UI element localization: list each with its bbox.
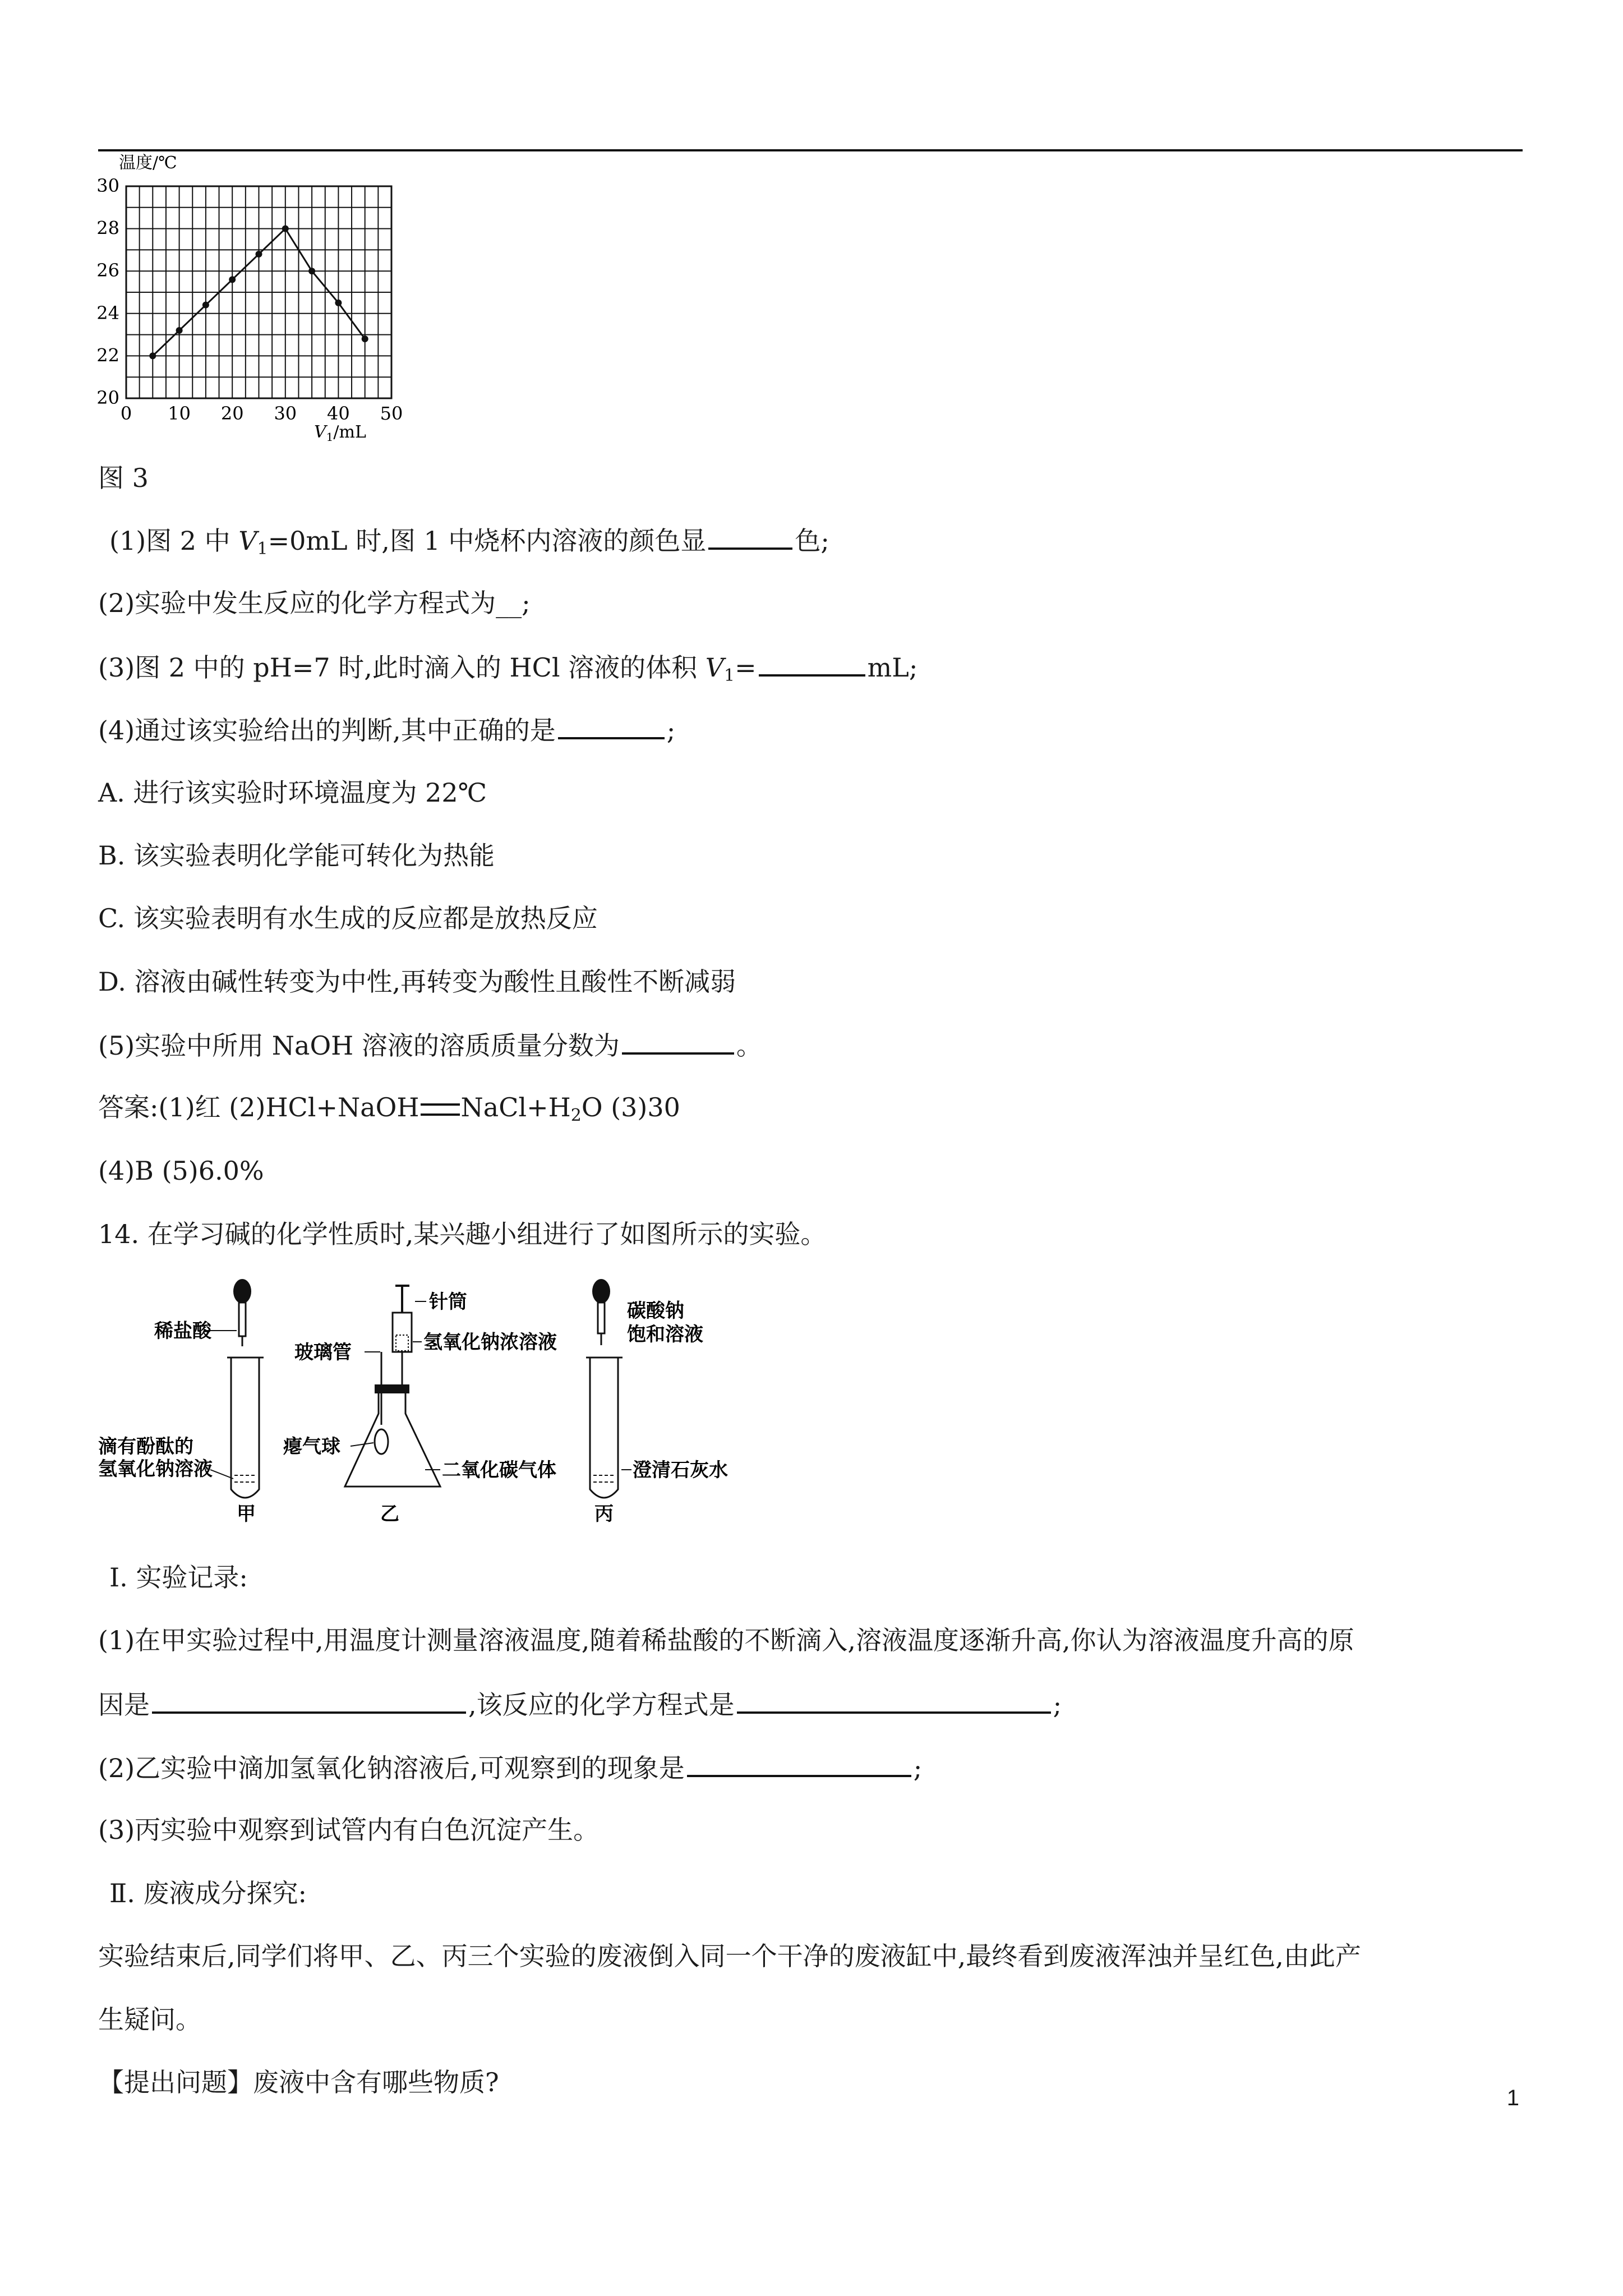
y-tick-label: 22: [96, 344, 119, 366]
q14-title: 14. 在学习碱的化学性质时,某兴趣小组进行了如图所示的实验。: [98, 1219, 827, 1249]
section-1-heading: Ⅰ. 实验记录:: [109, 1562, 248, 1593]
answer-blank: [687, 1750, 911, 1777]
q13-part2: (2)实验中发生反应的化学方程式为__;: [98, 588, 531, 618]
chart-y-ticks: [96, 175, 119, 408]
data-point: [149, 352, 156, 359]
data-point: [282, 226, 289, 232]
label-phenol-2: 氢氧化钠溶液: [98, 1458, 213, 1480]
paragraph-line1: 实验结束后,同学们将甲、乙、丙三个实验的废液倒入同一个干净的废液缸中,最终看到废液浑浊并呈红色,由此产: [98, 1941, 1361, 1971]
temperature-chart: [84, 151, 421, 454]
x-tick-label: 30: [274, 403, 297, 424]
equals-sign: [421, 1103, 460, 1116]
label-naoh-conc: 氢氧化钠浓溶液: [423, 1331, 557, 1354]
x-tick-label: 40: [327, 403, 350, 424]
label-syringe: 针筒: [429, 1291, 467, 1313]
paragraph-line2: 生疑问。: [98, 2004, 201, 2035]
chart-grid: [126, 186, 391, 398]
y-tick-label: 24: [96, 302, 119, 324]
dropper-bing: [592, 1279, 610, 1345]
q14-s1-line2: 因是 ,该反应的化学方程式是 ;: [98, 1687, 1062, 1722]
x-tick-label: 10: [168, 403, 191, 424]
label-yi: 乙: [380, 1503, 399, 1525]
data-point: [229, 276, 236, 283]
answer-blank: [737, 1687, 1051, 1714]
flask-yi: [345, 1384, 440, 1487]
answer-blank: [152, 1687, 466, 1714]
answer-blank: [708, 523, 792, 550]
q14-s3: (3)丙实验中观察到试管内有白色沉淀产生。: [98, 1815, 600, 1845]
apparatus-figure: [90, 1279, 785, 1526]
answer-blank: [622, 1028, 734, 1055]
label-glass-tube: 玻璃管: [294, 1341, 352, 1364]
syringe-yi: [381, 1286, 412, 1425]
data-point: [308, 268, 315, 274]
label-jia: 甲: [237, 1503, 256, 1525]
label-limewater: 澄清石灰水: [633, 1459, 728, 1481]
section-2-heading: Ⅱ. 废液成分探究:: [109, 1878, 307, 1908]
q13-part4: (4)通过该实验给出的判断,其中正确的是 ;: [98, 712, 675, 747]
test-tube-bing: [586, 1358, 623, 1498]
y-tick-label: 20: [96, 387, 119, 408]
page-number: 1: [1506, 2086, 1519, 2110]
label-co2: 二氧化碳气体: [442, 1459, 556, 1481]
label-balloon: 瘪气球: [283, 1435, 340, 1458]
answer-blank: [558, 712, 665, 739]
q14-s1-line1: (1)在甲实验过程中,用温度计测量溶液温度,随着稀盐酸的不断滴入,溶液温度逐渐升高,你认为溶液温度升高的原: [98, 1625, 1354, 1655]
chart-xlabel: $V_1/mL$: [314, 422, 366, 444]
option-a: A. 进行该实验时环境温度为 22℃: [98, 777, 487, 808]
dropper-jia: [233, 1279, 251, 1346]
q13-part1: (1)图 2 中 $V_1=0mL$ 时,图 1 中烧杯内溶液的颜色显 色;: [109, 523, 829, 566]
x-tick-label: 50: [380, 403, 403, 424]
x-tick-label: 0: [120, 403, 132, 424]
data-point: [335, 300, 342, 306]
label-na2co3-1: 碳酸钠: [627, 1300, 684, 1322]
x-tick-label: 20: [220, 403, 244, 424]
answer-line-2: (4)B (5)6.0%: [98, 1156, 264, 1186]
data-point: [362, 335, 368, 342]
y-tick-label: 30: [96, 175, 119, 196]
q14-s2: (2)乙实验中滴加氢氧化钠溶液后,可观察到的现象是 ;: [98, 1750, 922, 1785]
data-point: [202, 302, 209, 309]
test-tube-jia: [227, 1358, 264, 1498]
q13-part5: (5)实验中所用 NaOH 溶液的溶质质量分数为 。: [98, 1028, 762, 1062]
label-dilute-hcl: 稀盐酸: [154, 1320, 211, 1342]
chart-ylabel: 温度/℃: [119, 153, 177, 173]
data-point: [256, 251, 262, 257]
label-phenol-1: 滴有酚酞的: [98, 1435, 193, 1458]
y-tick-label: 26: [96, 260, 119, 282]
answer-blank: [759, 650, 865, 677]
label-na2co3-2: 饱和溶液: [627, 1323, 703, 1346]
data-point: [176, 327, 183, 334]
option-b: B. 该实验表明化学能可转化为热能: [98, 840, 495, 871]
option-d: D. 溶液由碱性转变为中性,再转变为酸性且酸性不断减弱: [98, 967, 736, 997]
q13-part3: (3)图 2 中的 pH=7 时,此时滴入的 HCl 溶液的体积 $V_1=$ mL;: [98, 650, 917, 693]
y-tick-label: 28: [96, 217, 119, 239]
figure-caption: 图 3: [98, 463, 149, 493]
answer-line-1: 答案:(1)红 (2)HCl+NaOH $NaCl+H_2O$ (3)30: [98, 1092, 680, 1125]
chart-x-ticks: [121, 403, 403, 424]
question-heading: 【提出问题】废液中含有哪些物质?: [98, 2067, 499, 2097]
option-c: C. 该实验表明有水生成的反应都是放热反应: [98, 903, 598, 933]
label-bing: 丙: [594, 1503, 614, 1525]
